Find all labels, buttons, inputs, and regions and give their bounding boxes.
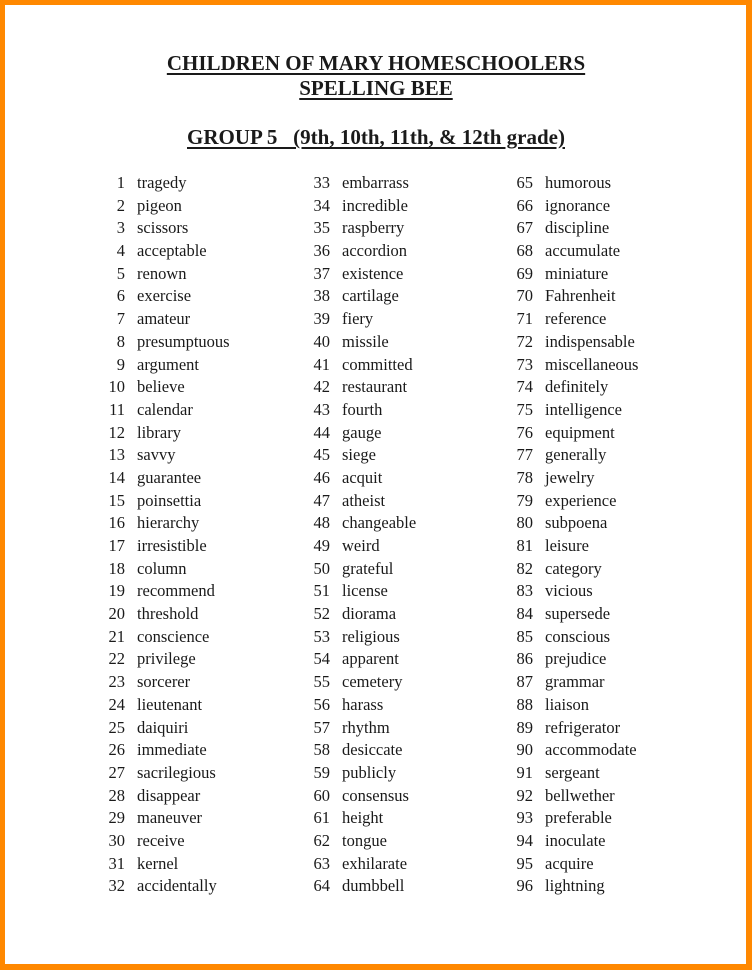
item-number: 9 xyxy=(116,354,125,374)
spelling-word: religious xyxy=(342,626,400,646)
spelling-word: embarrass xyxy=(342,173,409,192)
item-number: 27 xyxy=(108,762,125,782)
item-number: 65 xyxy=(516,173,533,192)
item-number: 24 xyxy=(108,694,125,714)
item-number: 91 xyxy=(516,762,533,782)
item-number: 54 xyxy=(313,649,330,669)
spelling-word: amateur xyxy=(137,309,191,329)
document-page xyxy=(5,5,746,964)
item-number: 66 xyxy=(516,195,533,215)
item-number: 72 xyxy=(516,331,533,351)
spelling-word: prejudice xyxy=(545,649,607,669)
spelling-word: exhilarate xyxy=(342,853,408,873)
item-number: 53 xyxy=(313,626,330,646)
item-number: 16 xyxy=(108,513,125,533)
spelling-word: library xyxy=(137,422,181,442)
item-number: 52 xyxy=(313,604,330,624)
spelling-word: sorcerer xyxy=(137,672,191,692)
spelling-word: experience xyxy=(545,490,617,510)
item-number: 63 xyxy=(313,853,330,873)
spelling-word: threshold xyxy=(137,604,199,624)
item-number: 28 xyxy=(108,785,125,805)
item-number: 64 xyxy=(313,876,330,896)
item-number: 12 xyxy=(108,422,125,442)
spelling-word: tongue xyxy=(342,830,387,850)
spelling-word: vicious xyxy=(545,581,593,601)
spelling-word: daiquiri xyxy=(137,717,189,737)
item-number: 57 xyxy=(313,717,330,737)
item-number: 86 xyxy=(516,649,533,669)
item-number: 56 xyxy=(313,694,330,714)
item-number: 79 xyxy=(516,490,533,510)
spelling-word: weird xyxy=(342,536,380,555)
item-number: 10 xyxy=(108,377,125,397)
item-number: 35 xyxy=(313,218,330,238)
item-number: 88 xyxy=(516,694,533,714)
spelling-word: indispensable xyxy=(545,331,635,351)
title-line-1 xyxy=(0,51,752,75)
spelling-word: changeable xyxy=(342,513,417,533)
spelling-word: fiery xyxy=(342,309,374,329)
item-number: 50 xyxy=(313,558,330,578)
spelling-word: intelligence xyxy=(545,399,622,419)
item-number: 45 xyxy=(313,445,330,465)
item-number: 69 xyxy=(516,263,533,283)
title-line-2 xyxy=(0,76,752,100)
item-number: 62 xyxy=(313,830,330,850)
spelling-word: supersede xyxy=(545,604,611,624)
item-number: 29 xyxy=(108,808,125,828)
spelling-word: raspberry xyxy=(342,218,405,238)
item-number: 80 xyxy=(516,513,533,533)
item-number: 55 xyxy=(313,672,330,692)
item-number: 5 xyxy=(116,263,125,283)
spelling-word: discipline xyxy=(545,218,610,238)
item-number: 1 xyxy=(116,173,125,192)
item-number: 37 xyxy=(313,263,330,283)
spelling-word: acquit xyxy=(342,467,383,487)
spelling-word: restaurant xyxy=(342,377,408,397)
item-number: 85 xyxy=(516,626,533,646)
spelling-word: incredible xyxy=(342,195,408,215)
spelling-word: hierarchy xyxy=(137,513,200,533)
spelling-word: maneuver xyxy=(137,808,203,828)
spelling-word: argument xyxy=(137,354,200,374)
item-number: 38 xyxy=(313,286,330,306)
item-number: 26 xyxy=(108,740,125,760)
spelling-word: conscience xyxy=(137,626,210,646)
item-number: 90 xyxy=(516,740,533,760)
item-number: 70 xyxy=(516,286,533,306)
spelling-word: liaison xyxy=(545,694,589,714)
spelling-word: conscious xyxy=(545,626,611,646)
item-number: 83 xyxy=(516,581,533,601)
spelling-word: accidentally xyxy=(137,876,217,896)
spelling-word: dumbbell xyxy=(342,876,405,896)
item-number: 95 xyxy=(516,853,533,873)
item-number: 77 xyxy=(516,445,533,465)
spelling-word: committed xyxy=(342,354,413,374)
item-number: 61 xyxy=(313,808,330,828)
item-number: 20 xyxy=(108,604,125,624)
spelling-word: calendar xyxy=(137,399,193,419)
spelling-word: disappear xyxy=(137,785,201,805)
item-number: 68 xyxy=(516,241,533,261)
item-number: 60 xyxy=(313,785,330,805)
item-number: 34 xyxy=(313,195,330,215)
item-number: 47 xyxy=(313,490,330,510)
spelling-word: ignorance xyxy=(545,195,611,215)
spelling-word: cemetery xyxy=(342,672,403,692)
item-number: 42 xyxy=(313,377,330,397)
spelling-word: grateful xyxy=(342,558,394,578)
item-number: 76 xyxy=(516,422,533,442)
spelling-word: gauge xyxy=(342,422,382,442)
item-number: 25 xyxy=(108,717,125,737)
spelling-word: generally xyxy=(545,445,607,465)
item-number: 23 xyxy=(108,672,125,692)
item-number: 44 xyxy=(313,422,330,442)
spelling-word: preferable xyxy=(545,808,612,828)
spelling-word: sergeant xyxy=(545,762,600,782)
item-number: 40 xyxy=(313,331,330,351)
item-number: 48 xyxy=(313,513,330,533)
spelling-word: exercise xyxy=(137,286,192,306)
spelling-word: column xyxy=(137,558,187,578)
spelling-word: missile xyxy=(342,331,389,351)
item-number: 3 xyxy=(116,218,125,238)
spelling-word: subpoena xyxy=(545,513,608,533)
spelling-word: apparent xyxy=(342,649,399,669)
item-number: 31 xyxy=(108,853,125,873)
spelling-word: jewelry xyxy=(545,467,595,487)
spelling-word: sacrilegious xyxy=(137,762,216,782)
item-number: 8 xyxy=(116,331,125,351)
spelling-word: privilege xyxy=(137,649,196,669)
spelling-word: humorous xyxy=(545,173,611,192)
item-number: 71 xyxy=(516,309,533,329)
item-number: 89 xyxy=(516,717,533,737)
spelling-word: rhythm xyxy=(342,717,390,737)
item-number: 21 xyxy=(108,626,125,646)
item-number: 6 xyxy=(116,286,125,306)
spelling-word: grammar xyxy=(545,672,605,692)
item-number: 74 xyxy=(516,377,533,397)
spelling-word: accordion xyxy=(342,241,408,261)
group-heading-text: GROUP 5 (9th, 10th, 11th, & 12th grade) xyxy=(187,125,565,149)
spelling-word: equipment xyxy=(545,422,615,442)
spelling-word: scissors xyxy=(137,218,189,238)
item-number: 36 xyxy=(313,241,330,261)
spelling-word: consensus xyxy=(342,785,409,805)
spelling-word: existence xyxy=(342,263,404,283)
item-number: 92 xyxy=(516,785,533,805)
item-number: 84 xyxy=(516,604,533,624)
item-number: 94 xyxy=(516,830,533,850)
spelling-word: refrigerator xyxy=(545,717,621,737)
spelling-word: bellwether xyxy=(545,785,615,805)
item-number: 4 xyxy=(116,241,125,261)
spelling-word: atheist xyxy=(342,490,386,510)
spelling-word: acceptable xyxy=(137,241,207,261)
item-number: 15 xyxy=(108,490,125,510)
item-number: 67 xyxy=(516,218,533,238)
spelling-word: guarantee xyxy=(137,467,202,487)
spelling-word: kernel xyxy=(137,853,179,873)
spelling-word: desiccate xyxy=(342,740,403,760)
spelling-word: poinsettia xyxy=(137,490,202,510)
spelling-word: siege xyxy=(342,445,376,465)
spelling-word: publicly xyxy=(342,762,397,782)
item-number: 49 xyxy=(313,536,330,555)
item-number: 43 xyxy=(313,399,330,419)
spelling-word: cartilage xyxy=(342,286,399,306)
item-number: 22 xyxy=(108,649,125,669)
item-number: 33 xyxy=(313,173,330,192)
item-number: 7 xyxy=(116,309,125,329)
spelling-word: leisure xyxy=(545,536,589,555)
spelling-word: category xyxy=(545,558,602,578)
spelling-word: believe xyxy=(137,377,185,397)
item-number: 13 xyxy=(108,445,125,465)
spelling-word: definitely xyxy=(545,377,609,397)
spelling-word: accumulate xyxy=(545,241,621,261)
spelling-word: miniature xyxy=(545,263,609,283)
spelling-word: savvy xyxy=(137,445,176,465)
spelling-word: renown xyxy=(137,263,187,283)
item-number: 17 xyxy=(108,536,125,555)
spelling-word: diorama xyxy=(342,604,397,624)
spelling-word: harass xyxy=(342,694,384,714)
item-number: 73 xyxy=(516,354,533,374)
spelling-word: inoculate xyxy=(545,830,606,850)
spelling-word: miscellaneous xyxy=(545,354,639,374)
spelling-word: recommend xyxy=(137,581,215,601)
spelling-word: fourth xyxy=(342,399,383,419)
item-number: 2 xyxy=(116,195,125,215)
item-number: 58 xyxy=(313,740,330,760)
spelling-word: irresistible xyxy=(137,536,207,555)
item-number: 81 xyxy=(516,536,533,555)
spelling-word: height xyxy=(342,808,384,828)
item-number: 11 xyxy=(109,399,125,419)
item-number: 87 xyxy=(516,672,533,692)
spelling-word: receive xyxy=(137,830,185,850)
item-number: 39 xyxy=(313,309,330,329)
spelling-word: acquire xyxy=(545,853,594,873)
spelling-word: reference xyxy=(545,309,607,329)
title-text-1: CHILDREN OF MARY HOMESCHOOLERS xyxy=(166,51,586,75)
spelling-word: license xyxy=(342,581,388,601)
item-number: 30 xyxy=(108,830,125,850)
spelling-word: lightning xyxy=(545,876,605,896)
spelling-word: lieutenant xyxy=(137,694,203,714)
spelling-word: pigeon xyxy=(137,195,182,215)
spelling-word: immediate xyxy=(137,740,207,760)
spelling-word: accommodate xyxy=(545,740,637,760)
item-number: 59 xyxy=(313,762,330,782)
item-number: 19 xyxy=(108,581,125,601)
item-number: 51 xyxy=(313,581,330,601)
item-number: 41 xyxy=(313,354,330,374)
spelling-word: presumptuous xyxy=(137,331,230,351)
item-number: 96 xyxy=(516,876,533,896)
item-number: 93 xyxy=(516,808,533,828)
item-number: 46 xyxy=(313,467,330,487)
spelling-word: tragedy xyxy=(137,173,187,192)
item-number: 82 xyxy=(516,558,533,578)
item-number: 75 xyxy=(516,399,533,419)
item-number: 14 xyxy=(108,467,125,487)
spelling-word: Fahrenheit xyxy=(545,286,616,306)
title-text-2: SPELLING BEE xyxy=(299,76,453,100)
group-heading xyxy=(0,125,752,149)
item-number: 78 xyxy=(516,467,533,487)
item-number: 32 xyxy=(108,876,125,896)
item-number: 18 xyxy=(108,558,125,578)
